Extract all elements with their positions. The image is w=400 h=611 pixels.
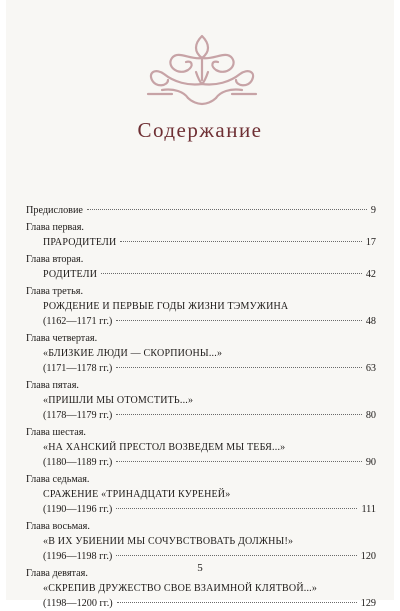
dot-leader [116, 320, 362, 321]
page-title: Содержание [137, 118, 263, 142]
toc-entry-chapter-5[interactable] [26, 408, 376, 423]
chapter-label: Глава вторая. [26, 254, 84, 265]
chapter-label: Глава восьмая. [26, 521, 90, 532]
toc-page-number: 80 [365, 410, 376, 421]
chapter-years: (1162—1171 гг.) [43, 316, 113, 327]
chapter-label: Глава девятая. [26, 568, 88, 579]
chapter-years: (1190—1196 гг.) [43, 504, 113, 515]
page-number: 5 [197, 562, 203, 574]
dot-leader [116, 508, 357, 509]
dot-leader [120, 241, 361, 242]
chapter-title: РОДИТЕЛИ [43, 269, 98, 280]
chapter-title: ПРАРОДИТЕЛИ [43, 237, 117, 248]
chapter-title: «ПРИШЛИ МЫ ОТОМСТИТЬ...» [43, 395, 194, 406]
dot-leader [117, 602, 357, 603]
chapter-title: «БЛИЗКИЕ ЛЮДИ — СКОРПИОНЫ...» [43, 348, 223, 359]
chapter-label: Глава седьмая. [26, 474, 90, 485]
toc-page-number: 48 [365, 316, 376, 327]
chapter-label: Глава первая. [26, 222, 84, 233]
dot-leader [87, 209, 367, 210]
toc-page-number: 63 [365, 363, 376, 374]
chapter-years: (1178—1179 гг.) [43, 410, 113, 421]
toc-page-number: 9 [370, 205, 376, 216]
toc-entry-chapter-4[interactable] [26, 361, 376, 376]
toc-entry-preface[interactable] [26, 203, 376, 218]
dot-leader [116, 555, 356, 556]
chapter-title: «В ИХ УБИЕНИИ МЫ СОЧУВСТВОВАТЬ ДОЛЖНЫ!» [43, 536, 294, 547]
chapter-years: (1198—1200 гг.) [43, 598, 113, 609]
toc-entry-label: Предисловие [26, 205, 83, 216]
toc-page-number: 129 [360, 598, 376, 609]
dot-leader [116, 414, 362, 415]
toc-page-number: 17 [365, 237, 376, 248]
chapter-label: Глава шестая. [26, 427, 86, 438]
chapter-title: «НА ХАНСКИЙ ПРЕСТОЛ ВОЗВЕДЕМ МЫ ТЕБЯ...» [43, 442, 286, 453]
dot-leader [101, 273, 362, 274]
table-of-contents [26, 203, 376, 611]
chapter-label: Глава третья. [26, 286, 83, 297]
chapter-title: СРАЖЕНИЕ «ТРИНАДЦАТИ КУРЕНЕЙ» [43, 489, 231, 500]
dot-leader [116, 461, 362, 462]
chapter-years: (1196—1198 гг.) [43, 551, 113, 562]
toc-entry-chapter-1[interactable] [26, 235, 376, 250]
chapter-label: Глава пятая. [26, 380, 79, 391]
toc-page-number: 120 [360, 551, 376, 562]
toc-page-number: 90 [365, 457, 376, 468]
chapter-years: (1180—1189 гг.) [43, 457, 113, 468]
dot-leader [116, 367, 362, 368]
toc-entry-chapter-2[interactable] [26, 267, 376, 282]
toc-page-number: 42 [365, 269, 376, 280]
toc-page-number: 111 [361, 504, 376, 515]
book-page [6, 0, 394, 609]
toc-entry-chapter-3[interactable] [26, 314, 376, 329]
chapter-years: (1171—1178 гг.) [43, 363, 113, 374]
toc-entry-chapter-9[interactable] [26, 596, 376, 611]
chapter-label: Глава четвертая. [26, 333, 98, 344]
chapter-title: «СКРЕПИВ ДРУЖЕСТВО СВОЕ ВЗАИМНОЙ КЛЯТВОЙ...» [43, 583, 318, 594]
toc-entry-chapter-6[interactable] [26, 455, 376, 470]
chapter-title: РОЖДЕНИЕ И ПЕРВЫЕ ГОДЫ ЖИЗНИ ТЭМУЖИНА [43, 301, 289, 312]
toc-entry-chapter-7[interactable] [26, 502, 376, 517]
ornament-icon [138, 28, 266, 112]
